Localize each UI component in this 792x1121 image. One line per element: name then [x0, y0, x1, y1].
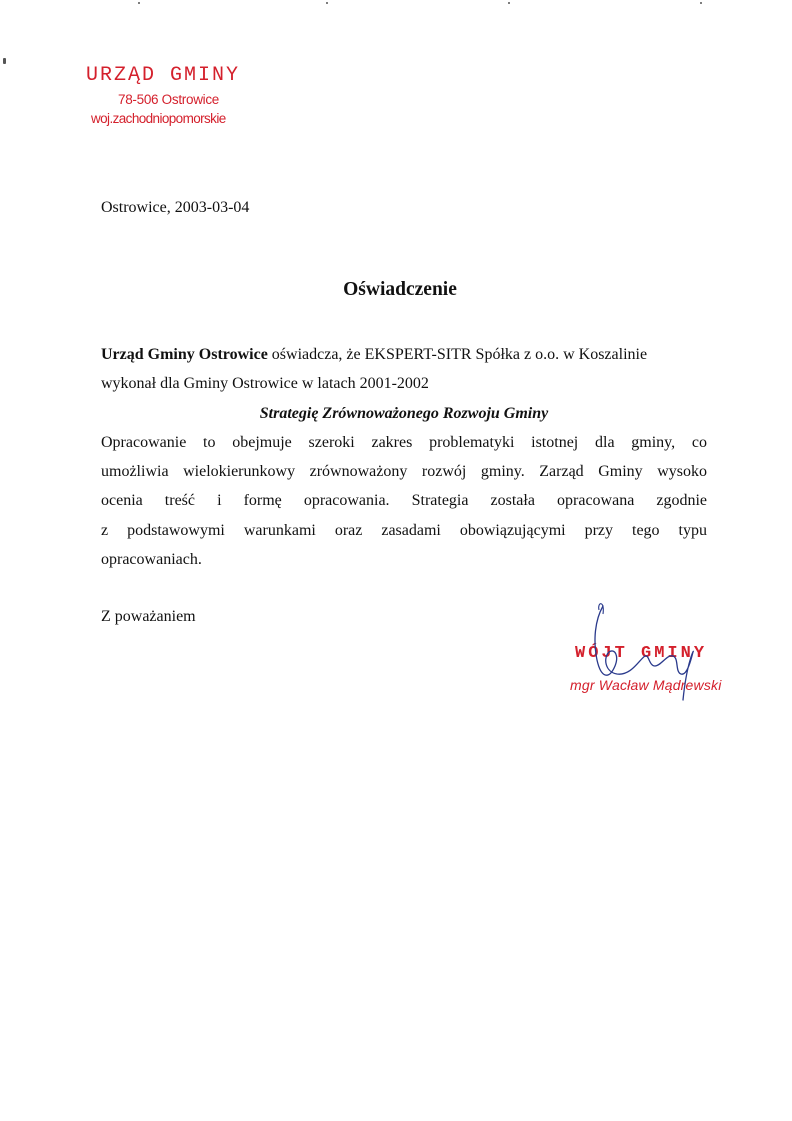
body-line — [101, 340, 707, 369]
closing-salutation: Z poważaniem — [101, 608, 196, 625]
office-stamp-title: URZĄD GMINY — [86, 64, 241, 87]
scan-speck — [326, 2, 328, 4]
body-line: Opracowanie to obejmuje szeroki zakres problematyki istotnej dla gminy, co — [101, 433, 707, 451]
handwritten-signature — [575, 600, 715, 720]
scan-speck — [700, 2, 702, 4]
scan-speck — [3, 58, 6, 64]
document-date: Ostrowice, 2003-03-04 — [101, 199, 250, 216]
office-name: Urząd Gminy Ostrowice — [101, 346, 268, 363]
body-line: opracowaniach. — [101, 551, 202, 569]
scan-speck — [508, 2, 510, 4]
signature-stamp-name: mgr Wacław Mądrewski — [570, 677, 722, 693]
body-text-span: oświadcza, że EKSPERT-SITR Spółka z o.o. w Koszalinie — [267, 346, 648, 363]
scan-speck — [138, 2, 140, 4]
document-title: Oświadczenie — [343, 279, 457, 300]
signature-stamp-title: WÓJT GMINY — [575, 644, 708, 663]
office-stamp-region: woj.zachodniopomorskie — [91, 111, 226, 126]
body-line: wykonał dla Gminy Ostrowice w latach 2001-2002 — [101, 375, 429, 393]
document-body — [101, 340, 707, 574]
body-line: umożliwia wielokierunkowy zrównoważony rozwój gminy. Zarząd Gminy wysoko — [101, 463, 707, 481]
office-stamp-address: 78-506 Ostrowice — [118, 92, 219, 107]
body-line: z podstawowymi warunkami oraz zasadami obowiązującymi przy tego typu — [101, 521, 707, 539]
body-line: ocenia treść i formę opracowania. Strategia została opracowana zgodnie — [101, 492, 707, 510]
strategy-title: Strategię Zrównoważonego Rozwoju Gminy — [259, 404, 549, 422]
